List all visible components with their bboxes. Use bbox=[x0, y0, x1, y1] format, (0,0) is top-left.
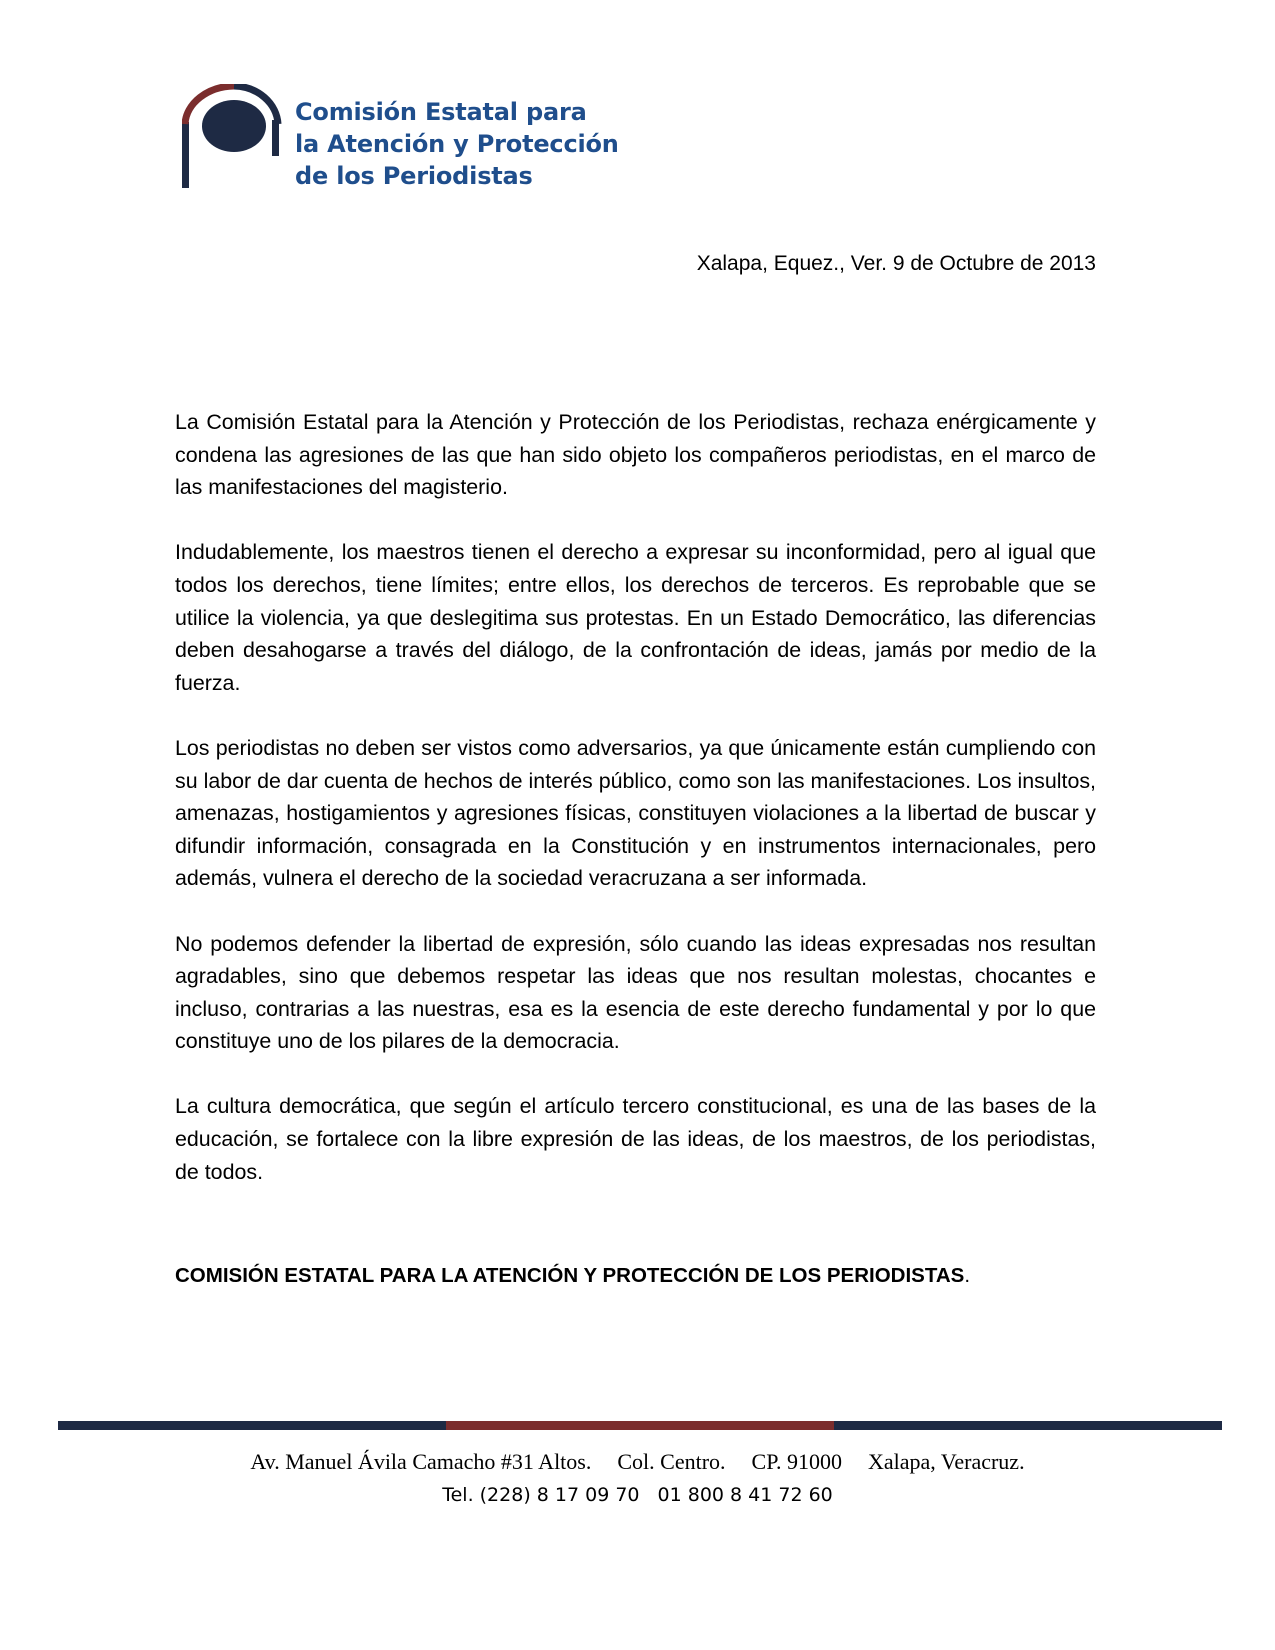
signature-name: COMISIÓN ESTATAL PARA LA ATENCIÓN Y PROTECCIÓN DE LOS PERIODISTAS bbox=[175, 1264, 965, 1287]
footer-phone-line bbox=[0, 1484, 1275, 1506]
signature-line bbox=[175, 1264, 970, 1288]
footer-phone-toll-free: 01 800 8 41 72 60 bbox=[657, 1484, 833, 1506]
commission-logo-icon bbox=[182, 84, 282, 194]
logo-stem bbox=[182, 122, 189, 188]
signature-suffix: . bbox=[964, 1264, 971, 1287]
footer-colonia: Col. Centro. bbox=[617, 1449, 726, 1474]
organization-name bbox=[295, 96, 619, 192]
logo-right-stroke bbox=[272, 120, 279, 156]
organization-name-line: de los Periodistas bbox=[295, 162, 533, 190]
footer-divider-center bbox=[446, 1421, 834, 1430]
body-paragraph: La cultura democrática, que según el artículo tercero constitucional, es una de las bases de la educación, se fortalece con la libre expresión de las ideas, de los maestros, de los periodistas, de todos. bbox=[175, 1094, 1096, 1184]
body-paragraph: La Comisión Estatal para la Atención y Protección de los Periodistas, rechaza enérgicamente y condena las agresiones de las que han sido objeto los compañeros periodistas, en el marco de las manifestaciones del magisterio. bbox=[175, 410, 1096, 500]
footer-postal-code: CP. 91000 bbox=[751, 1449, 843, 1474]
organization-name-line: la Atención y Protección bbox=[295, 130, 619, 158]
organization-name-line: Comisión Estatal para bbox=[295, 98, 587, 126]
footer-phone-local: Tel. (228) 8 17 09 70 bbox=[442, 1484, 640, 1506]
footer-city: Xalapa, Veracruz. bbox=[868, 1449, 1025, 1474]
letter-body bbox=[175, 406, 1096, 1221]
footer-divider bbox=[58, 1421, 1222, 1430]
footer-street: Av. Manuel Ávila Camacho #31 Altos. bbox=[250, 1449, 592, 1474]
footer-divider-right bbox=[834, 1421, 1222, 1430]
footer-divider-left bbox=[58, 1421, 446, 1430]
body-paragraph: No podemos defender la libertad de expresión, sólo cuando las ideas expresadas nos resultan agradables, sino que debemos respetar las ideas que nos resultan molestas, chocantes e incluso, contrarias a las nuestras, esa es la esencia de este derecho fundamental y por lo que constituye uno de los pilares de la democracia. bbox=[175, 931, 1096, 1054]
letterhead-block bbox=[182, 84, 619, 194]
body-paragraph: Indudablemente, los maestros tienen el derecho a expresar su inconformidad, pero al igual que todos los derechos, tiene límites; entre ellos, los derechos de terceros. Es reprobable que se utilice la violencia, ya que deslegitima sus protestas. En un Estado Democrático, las diferencias deben desahogarse a través del diálogo, de la confrontación de ideas, jamás por medio de la fuerza. bbox=[175, 540, 1096, 695]
logo-oval bbox=[202, 100, 266, 152]
body-paragraph: Los periodistas no deben ser vistos como adversarios, ya que únicamente están cumpliendo con su labor de dar cuenta de hechos de interés público, como son las manifestaciones. Los insultos, amenazas, hostigamientos y agresiones físicas, constituyen violaciones a la libertad de buscar y difundir información, consagrada en la Constitución y en instrumentos internacionales, pero además, vulnera el derecho de la sociedad veracruzana a ser informada. bbox=[175, 735, 1096, 891]
date-line: Xalapa, Equez., Ver. 9 de Octubre de 2013 bbox=[696, 252, 1096, 275]
footer-address-line bbox=[0, 1449, 1275, 1475]
